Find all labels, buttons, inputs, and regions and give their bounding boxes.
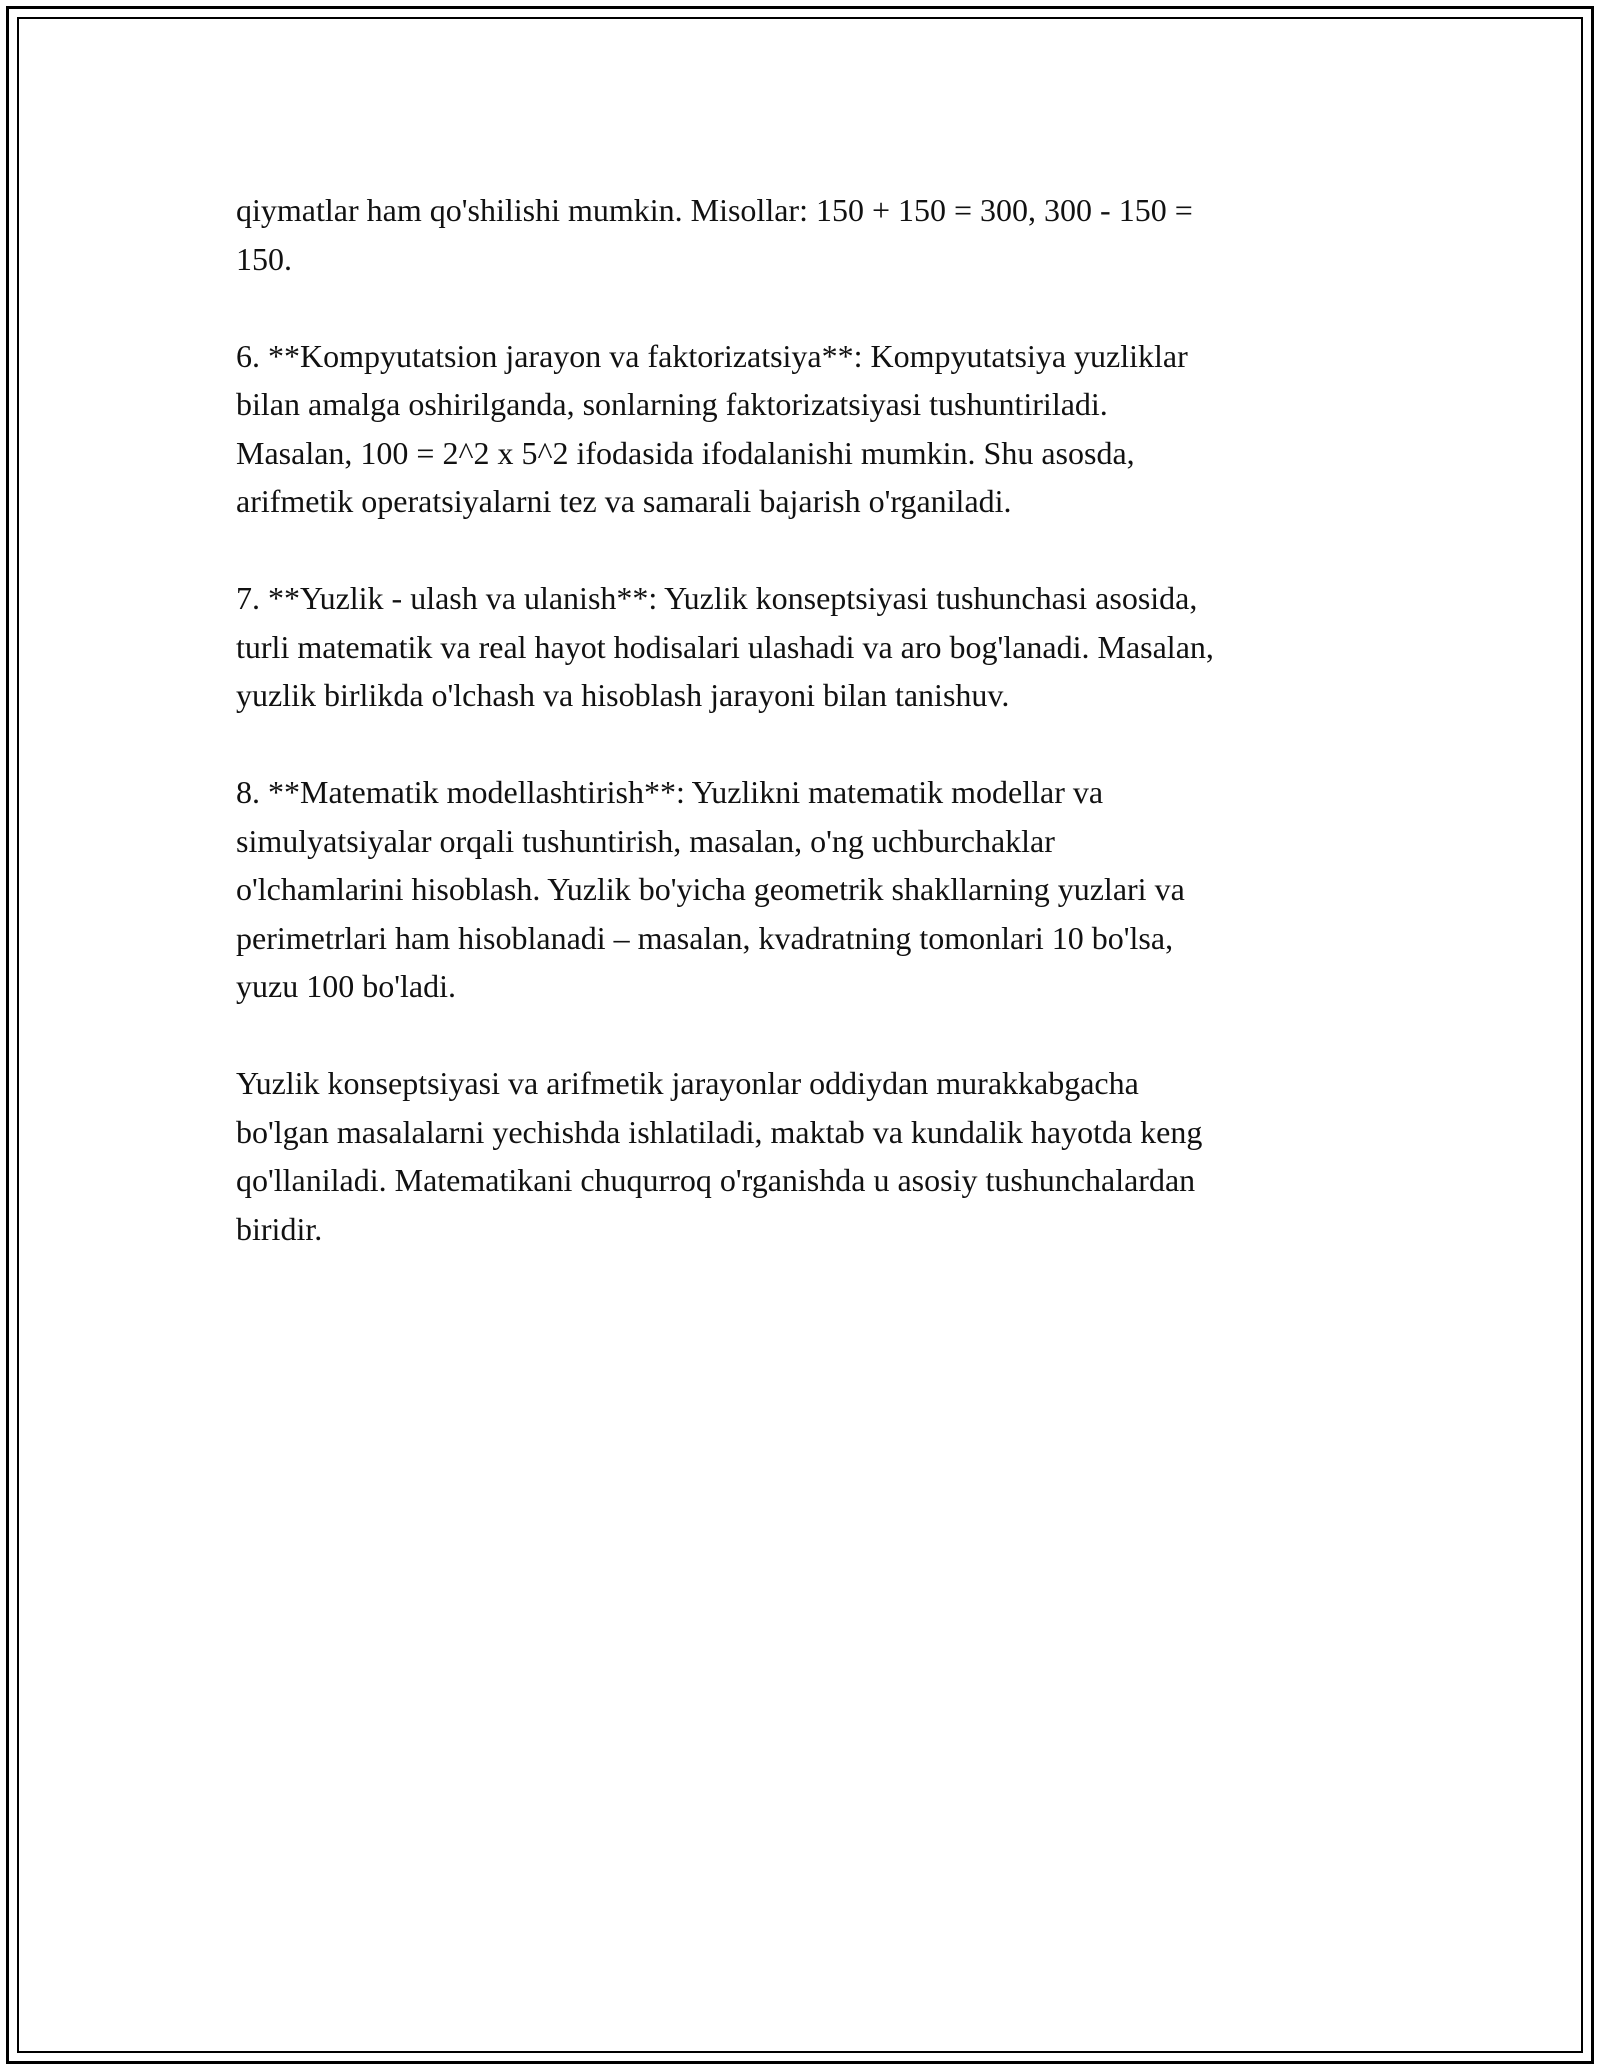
paragraph-conclusion: Yuzlik konseptsiyasi va arifmetik jarayonlar oddiydan murakkabgacha bo'lgan masalalarni yechishda ishlatiladi, maktab va kundalik hayotda keng qo'llaniladi. Matematikani chuqurroq o'rganishda u asosiy tushunchalardan biridir. <box>236 1065 1203 1247</box>
paragraph-item-8: 8. **Matematik modellashtirish**: Yuzlikni matematik modellar va simulyatsiyalar orqali tushuntirish, masalan, o'ng uchburchaklar o'lchamlarini hisoblash. Yuzlik bo'yicha geometrik shakllarning yuzlari va perimetrlari ham hisoblanadi – masalan, kvadratning tomonlari 10 bo'lsa, yuzu 100 bo'ladi. <box>236 774 1185 1004</box>
document-body <box>236 186 1376 1253</box>
paragraph-continuation: qiymatlar ham qo'shilishi mumkin. Misollar: 150 + 150 = 300, 300 - 150 = 150. <box>236 192 1193 277</box>
paragraph-item-6: 6. **Kompyutatsion jarayon va faktorizatsiya**: Kompyutatsiya yuzliklar bilan amalga oshirilganda, sonlarning faktorizatsiyasi tushuntiriladi. Masalan, 100 = 2^2 x 5^2 ifodasida ifodalanishi mumkin. Shu asosda, arifmetik operatsiyalarni tez va samarali bajarish o'rganiladi. <box>236 337 1188 519</box>
paragraph-item-7: 7. **Yuzlik - ulash va ulanish**: Yuzlik konseptsiyasi tushunchasi asosida, turli matematik va real hayot hodisalari ulashadi va aro bog'lanadi. Masalan, yuzlik birlikda o'lchash va hisoblash jarayoni bilan tanishuv. <box>236 580 1214 713</box>
